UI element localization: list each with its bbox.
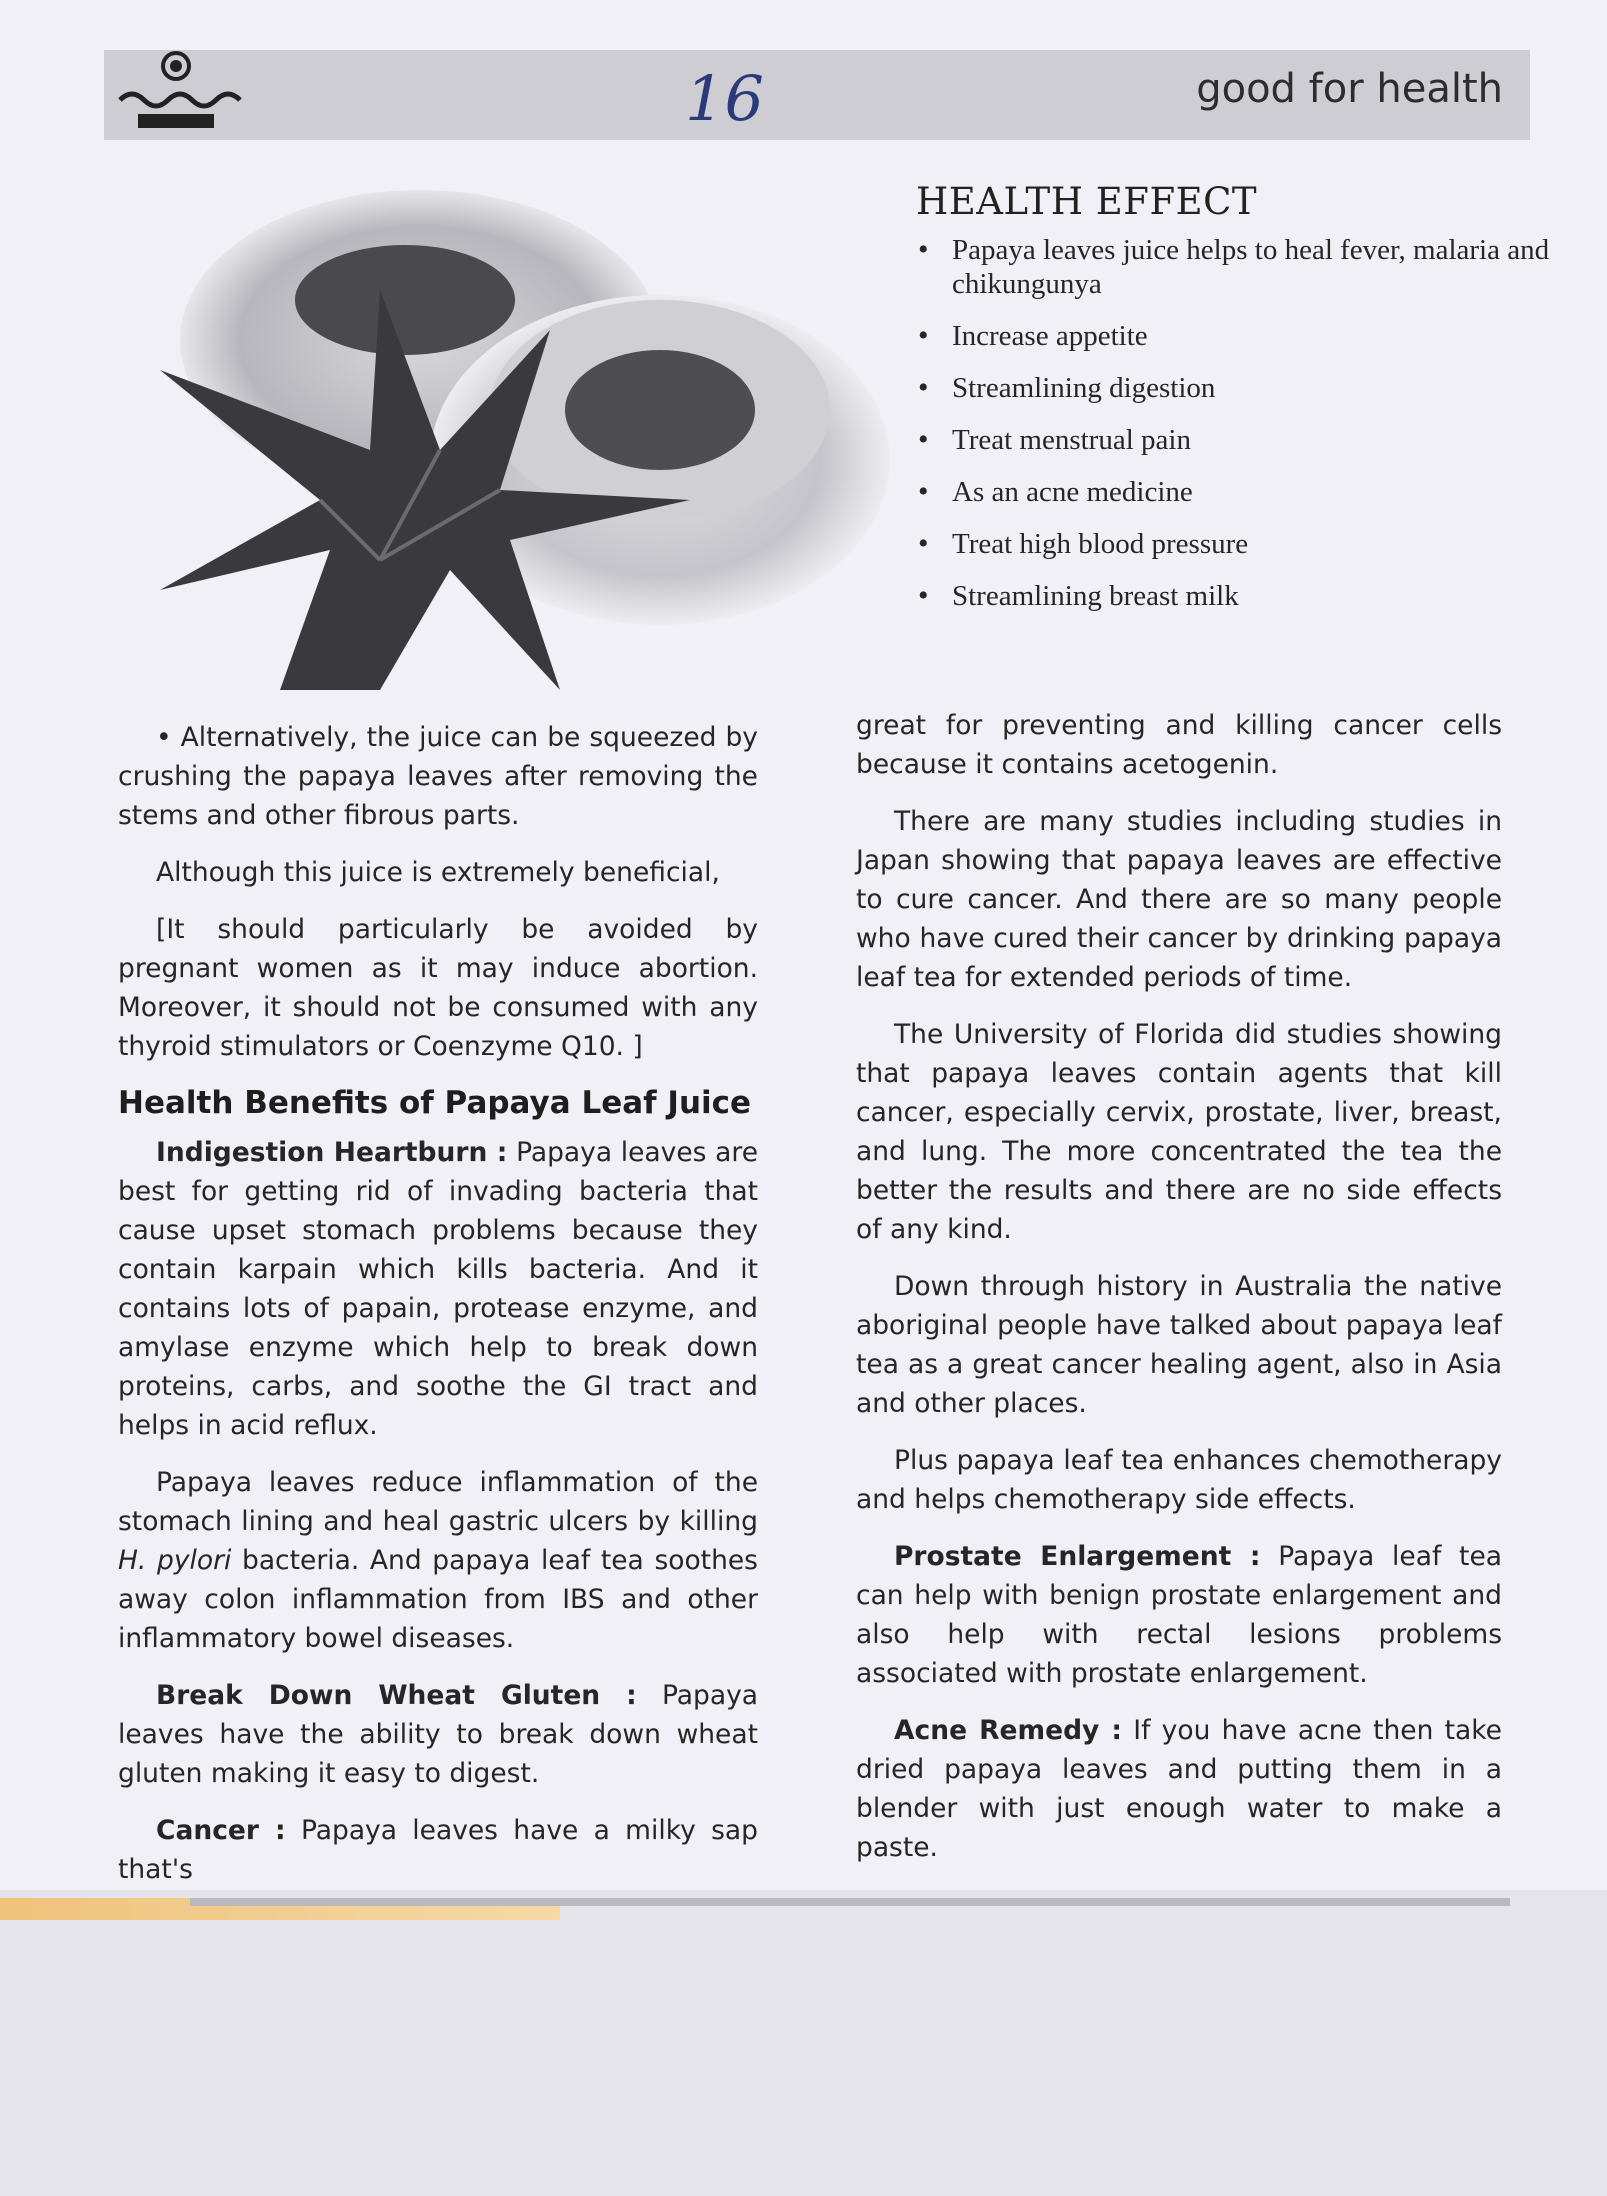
florida-studies-paragraph: The University of Florida did studies showing that papaya leaves contain agents that kill cancer, especially cervix, prostate, liver, breast, and lung. The more concentrated the tea the better the results and there are no side effects of any kind. [856, 1019, 1502, 1245]
inflammation-italic: H. pylori [118, 1545, 232, 1576]
list-item: • Streamlining digestion [912, 371, 1552, 405]
inflammation-text-a: Papaya leaves reduce inflammation of the stomach lining and heal gastric ulcers by killing [118, 1467, 758, 1537]
prostate-text: Papaya leaf tea can help with benign prostate enlargement and also help with rectal lesions problems associated with prostate enlargement. [856, 1541, 1502, 1689]
benefits-heading: Health Benefits of Papaya Leaf Juice [118, 1085, 752, 1121]
right-column [856, 706, 1502, 1885]
papaya-photo [130, 170, 910, 700]
list-item: • Increase appetite [912, 319, 1552, 353]
publisher-logo-icon [118, 48, 278, 138]
section-title: good for health [1196, 66, 1503, 112]
cancer-lead: Cancer : [156, 1815, 286, 1846]
list-item: • Treat menstrual pain [912, 423, 1552, 457]
inflammation-text-b: bacteria. And papaya leaf tea soothes away colon inflammation from IBS and other inflammatory bowel diseases. [118, 1545, 758, 1654]
cancer-text: Papaya leaves have a milky sap that's [118, 1815, 758, 1885]
health-effect-title: HEALTH EFFECT [916, 180, 1258, 223]
warning-paragraph: [It should particularly be avoided by pregnant women as it may induce abortion. Moreover, it should not be consumed with any thyroid stimulators or Coenzyme Q10. ] [118, 914, 758, 1062]
list-item: • Papaya leaves juice helps to heal fever, malaria and chikungunya [912, 233, 1552, 301]
japan-studies-paragraph: There are many studies including studies in Japan showing that papaya leaves are effective to cure cancer. And there are so many people who have cured their cancer by drinking papaya leaf tea for extended periods of time. [856, 806, 1502, 993]
gluten-text: Papaya leaves have the ability to break down wheat gluten making it easy to digest. [118, 1680, 759, 1789]
acne-paragraph [856, 1711, 1502, 1867]
list-item: • Streamlining breast milk [912, 579, 1552, 613]
beneficial-paragraph: Although this juice is extremely beneficial, [156, 857, 720, 888]
page-bottom-rule [190, 1898, 1510, 1906]
acne-text: If you have acne then take dried papaya leaves and putting them in a blender with just enough water to make a paste. [856, 1715, 1502, 1863]
health-effect-list [912, 233, 1552, 613]
inflammation-paragraph [118, 1463, 758, 1658]
acetogenin-paragraph: great for preventing and killing cancer cells because it contains acetogenin. [856, 710, 1502, 780]
left-column [118, 718, 758, 1907]
acne-lead: Acne Remedy : [894, 1715, 1122, 1746]
list-item: • Treat high blood pressure [912, 527, 1552, 561]
gluten-lead: Break Down Wheat Gluten : [156, 1680, 637, 1711]
indigestion-text: Papaya leaves are best for getting rid of invading bacteria that cause upset stomach problems because they contain karpain which kills bacteria. And it contains lots of papain, protease enzyme, and amylase enzyme which help to break down proteins, carbs, and soothe the GI tract and helps in acid reflux. [118, 1137, 758, 1441]
chemotherapy-paragraph: Plus papaya leaf tea enhances chemotherapy and helps chemotherapy side effects. [856, 1445, 1502, 1515]
cancer-paragraph [118, 1811, 758, 1889]
health-effect-box [912, 180, 1552, 660]
handwritten-page-number: 16 [685, 62, 764, 135]
australia-paragraph: Down through history in Australia the native aboriginal people have talked about papaya leaf tea as a great cancer healing agent, also in Asia and other places. [856, 1271, 1502, 1419]
prostate-lead: Prostate Enlargement : [894, 1541, 1261, 1572]
indigestion-paragraph [118, 1133, 758, 1445]
indigestion-lead: Indigestion Heartburn : [156, 1137, 508, 1168]
list-item: • As an acne medicine [912, 475, 1552, 509]
gluten-paragraph [118, 1676, 758, 1793]
alternative-juice-paragraph: • Alternatively, the juice can be squeezed by crushing the papaya leaves after removing the stems and other fibrous parts. [118, 722, 758, 831]
prostate-paragraph [856, 1537, 1502, 1693]
